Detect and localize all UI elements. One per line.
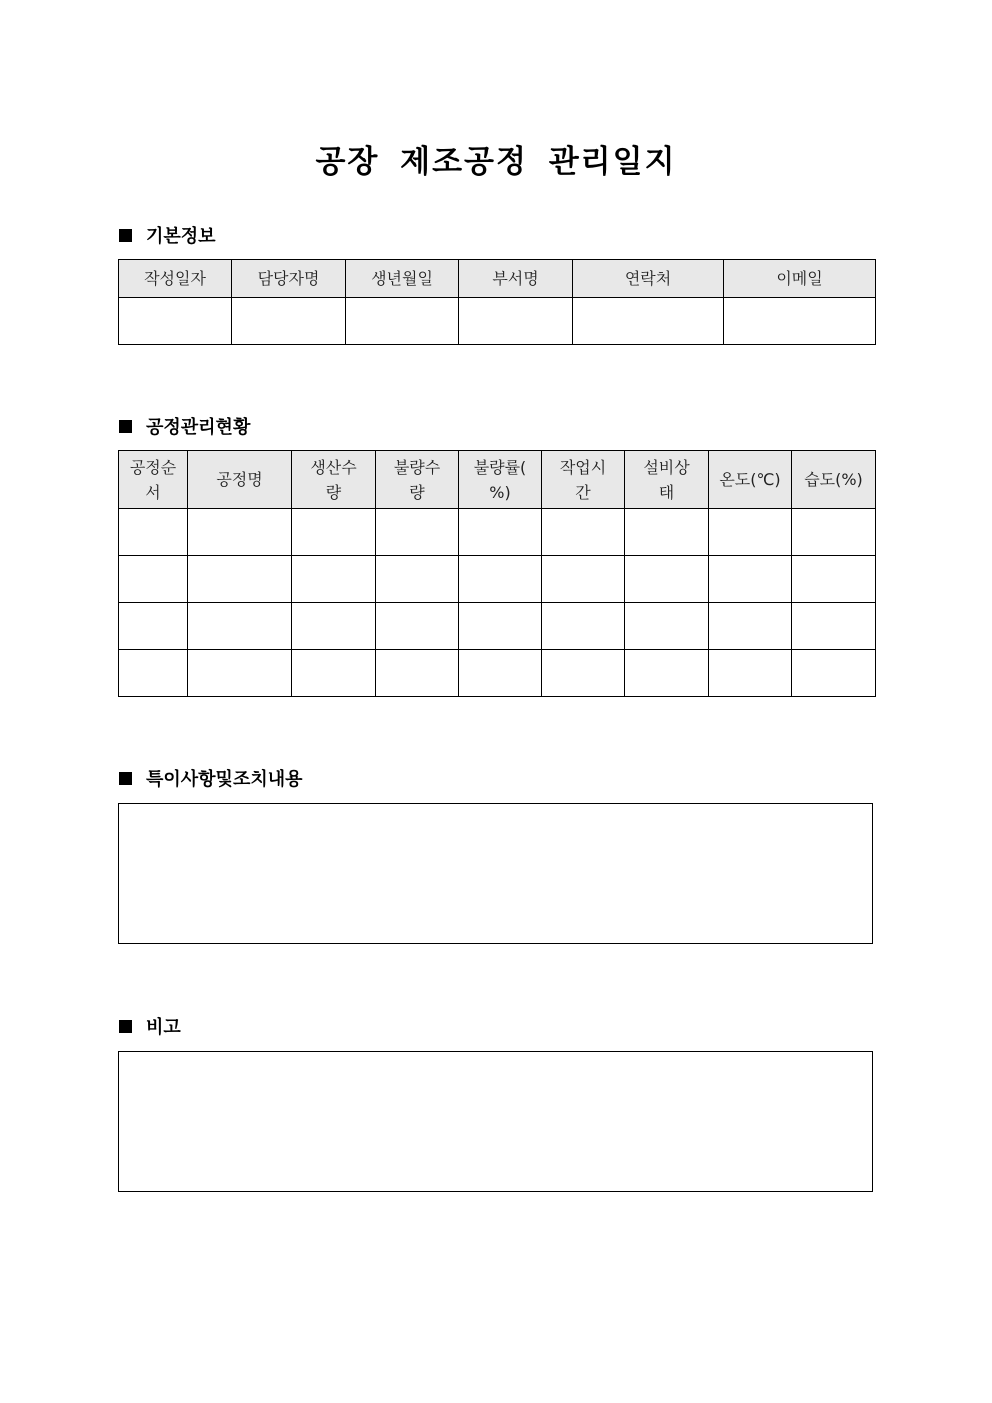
process-cell[interactable] bbox=[542, 650, 625, 697]
process-col-header-line: 온도(℃) bbox=[719, 470, 781, 489]
process-col-header-line: 불량수 bbox=[393, 457, 441, 477]
process-cell[interactable] bbox=[459, 556, 542, 603]
email-cell[interactable] bbox=[724, 298, 876, 345]
process-cell[interactable] bbox=[709, 556, 792, 603]
page-title: 공장 제조공정 관리일지 bbox=[315, 144, 677, 180]
process-cell[interactable] bbox=[119, 556, 188, 603]
special-notes-box[interactable] bbox=[118, 803, 873, 944]
col-department: 부서명 bbox=[459, 260, 573, 298]
square-bullet-icon bbox=[119, 229, 132, 242]
process-col-header-line: %) bbox=[489, 482, 511, 502]
process-cell[interactable] bbox=[542, 603, 625, 650]
process-cell[interactable] bbox=[188, 509, 292, 556]
process-cell[interactable] bbox=[625, 603, 709, 650]
contact-cell[interactable] bbox=[573, 298, 724, 345]
process-cell[interactable] bbox=[459, 603, 542, 650]
process-heading bbox=[119, 413, 250, 439]
process-col-header-line: 공정명 bbox=[216, 470, 263, 489]
process-col-header bbox=[625, 451, 709, 509]
col-birthdate: 생년월일 bbox=[346, 260, 459, 298]
special-heading-label: 특이사항및조치내용 bbox=[146, 769, 303, 790]
remarks-heading-label: 비고 bbox=[146, 1017, 181, 1038]
process-cell[interactable] bbox=[792, 556, 876, 603]
process-cell[interactable] bbox=[376, 603, 459, 650]
process-col-header bbox=[376, 451, 459, 509]
process-cell[interactable] bbox=[292, 556, 376, 603]
table-row bbox=[119, 650, 876, 697]
department-cell[interactable] bbox=[459, 298, 573, 345]
process-cell[interactable] bbox=[292, 650, 376, 697]
process-cell[interactable] bbox=[459, 509, 542, 556]
square-bullet-icon bbox=[119, 1020, 132, 1033]
process-cell[interactable] bbox=[709, 603, 792, 650]
process-cell[interactable] bbox=[542, 556, 625, 603]
basic-info-table bbox=[118, 259, 876, 345]
process-col-header-line: 공정순 bbox=[129, 457, 177, 477]
process-col-header bbox=[459, 451, 542, 509]
table-row bbox=[119, 603, 876, 650]
process-cell[interactable] bbox=[119, 603, 188, 650]
basic-info-input-row bbox=[119, 298, 876, 345]
process-header-row bbox=[119, 451, 876, 509]
square-bullet-icon bbox=[119, 420, 132, 433]
process-col-header-line: 생산수 bbox=[310, 457, 357, 477]
process-cell[interactable] bbox=[292, 509, 376, 556]
square-bullet-icon bbox=[119, 772, 132, 785]
process-cell[interactable] bbox=[792, 603, 876, 650]
process-cell[interactable] bbox=[188, 603, 292, 650]
process-cell[interactable] bbox=[188, 556, 292, 603]
remarks-heading bbox=[119, 1013, 181, 1039]
remarks-box[interactable] bbox=[118, 1051, 873, 1192]
col-date: 작성일자 bbox=[119, 260, 232, 298]
process-cell[interactable] bbox=[292, 603, 376, 650]
process-cell[interactable] bbox=[625, 556, 709, 603]
col-email: 이메일 bbox=[724, 260, 876, 298]
process-cell[interactable] bbox=[376, 556, 459, 603]
process-col-header-line: 태 bbox=[658, 482, 675, 502]
basic-info-heading bbox=[119, 222, 216, 248]
process-col-header-line: 서 bbox=[145, 482, 161, 502]
process-cell[interactable] bbox=[625, 650, 709, 697]
process-cell[interactable] bbox=[709, 650, 792, 697]
process-cell[interactable] bbox=[625, 509, 709, 556]
table-row bbox=[119, 556, 876, 603]
process-heading-label: 공정관리현황 bbox=[146, 417, 251, 438]
process-cell[interactable] bbox=[119, 509, 188, 556]
process-col-header bbox=[792, 451, 876, 509]
process-cell[interactable] bbox=[119, 650, 188, 697]
process-col-header bbox=[188, 451, 292, 509]
birthdate-cell[interactable] bbox=[346, 298, 459, 345]
process-col-header bbox=[542, 451, 625, 509]
col-manager: 담당자명 bbox=[232, 260, 346, 298]
process-col-header bbox=[292, 451, 376, 509]
process-cell[interactable] bbox=[709, 509, 792, 556]
date-cell[interactable] bbox=[119, 298, 232, 345]
basic-info-header-row bbox=[119, 260, 876, 298]
process-cell[interactable] bbox=[792, 509, 876, 556]
process-cell[interactable] bbox=[459, 650, 542, 697]
basic-info-heading-label: 기본정보 bbox=[146, 226, 216, 247]
process-col-header-line: 량 bbox=[325, 482, 342, 502]
process-col-header-line: 간 bbox=[575, 482, 591, 502]
process-col-header bbox=[709, 451, 792, 509]
process-col-header-line: 작업시 bbox=[559, 457, 607, 477]
process-cell[interactable] bbox=[188, 650, 292, 697]
process-table bbox=[118, 450, 876, 697]
special-heading bbox=[119, 765, 303, 791]
col-contact: 연락처 bbox=[573, 260, 724, 298]
process-col-header bbox=[119, 451, 188, 509]
process-cell[interactable] bbox=[376, 509, 459, 556]
process-col-header-line: 습도(%) bbox=[804, 470, 863, 489]
process-cell[interactable] bbox=[792, 650, 876, 697]
process-col-header-line: 불량률( bbox=[473, 457, 527, 477]
process-col-header-line: 설비상 bbox=[643, 457, 690, 477]
process-cell[interactable] bbox=[542, 509, 625, 556]
process-cell[interactable] bbox=[376, 650, 459, 697]
table-row bbox=[119, 509, 876, 556]
manager-cell[interactable] bbox=[232, 298, 346, 345]
process-col-header-line: 량 bbox=[409, 482, 425, 502]
